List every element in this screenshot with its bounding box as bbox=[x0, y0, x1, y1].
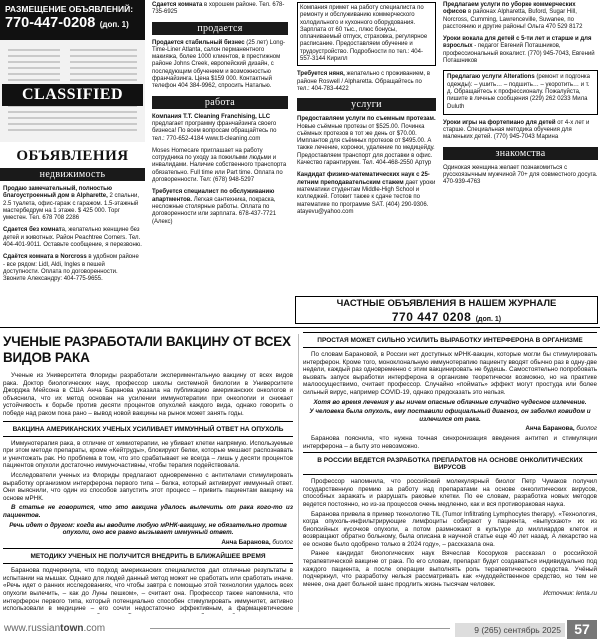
ad-room: Сдается комната в хорошем районе. Тел. 678-735-6925 bbox=[152, 2, 285, 16]
article-paragraph: Исследователи ученых из Флориды предлагают одновременно с антителами стимулировать выработку организмом интерферона первого типа – белка, который активирует иммунный ответ. Они выяснили, что один из способов запустить этот процесс – привить пациентам вакцину на основе мРНК. bbox=[3, 471, 293, 502]
ad-realestate-2: Сдается без комната, желательно женщине без детей и животных. Район Peachtree Corners. Тел. 404-401-9011. Оставьте сообщение, я перезвоню. bbox=[3, 227, 142, 249]
article-signature: Анча Баранова, биолог bbox=[221, 538, 293, 546]
article-paragraph: Баранова привела в пример технологию TIL (Tumor Infiltrating Lymphocytes therapy). «Технология, когда опухоль-инфильтрирующие лимфоциты собирают у пациента, «выпускают» их из биопсийных кусочков опухоли, а потом размножают в культуре до миллиардов клеток и возвращают обратно больному, была описана в научной статье еще 40 лет назад. А лекарство на ее основе было одобрено только в 2024 году», – рассказала она. bbox=[303, 510, 597, 548]
category-dating: знакомства bbox=[443, 147, 598, 160]
article-signature: Анча Баранова, биолог bbox=[525, 425, 597, 433]
ad-piano: Уроки игры на фортепиано для детей от 4-х лет и старше. Специальная методика обучения для маленьких детей. (770) 945-7043 Марина bbox=[443, 119, 590, 141]
article-paragraph: В статье не говорится, что это вакцина удалось вылечить от рака кого-то из пациентов. bbox=[3, 504, 293, 519]
article-paragraph: По словам Барановой, в России нет доступных мРНК-вакцин, которые могли бы стимулировать интерферон. Кроме того, моноклональную иммунотерапию пациенту вводят обычно раз в одну-две недели, каждый раз одновременно с этим вакцинировать не будешь. Самостоятельно попробовать вызвать запуск выработки интерферона в организме теоретически возможно, но на практике малоосуществимо, считает профессор. Случайно «поймать» эффект могут простуда или более сильный вирус, например COVID-19, однако предсказать это нельзя. bbox=[303, 351, 597, 396]
article-paragraph: Ученые из Университета Флориды разработали экспериментальную вакцину от всех видов рака. Доктор биологических наук, профессор школы системной биологии в Университете Джорджа Мейсона в США Анча Баранова указала на публикацию американских онкологов и объяснила, что их метод основан на усилении иммунотерапии при онкологии и снижает устойчивость к борьбе против десяти процентов опухолей каждого вида, однако говорить о победе над раком пока рано – вывод новой вакцины на рынок может занять годы. bbox=[3, 372, 293, 417]
category-realestate: недвижимость bbox=[0, 168, 145, 181]
banner-ext: (доп. 1) bbox=[475, 316, 502, 323]
article-headline: УЧЕНЫЕ РАЗРАБОТАЛИ ВАКЦИНУ ОТ ВСЕХ ВИДОВ РАКА bbox=[3, 334, 291, 365]
classifieds-col-2 bbox=[150, 0, 290, 322]
classified-label: CLASSIFIED bbox=[21, 86, 124, 103]
placement-phone[interactable]: 770-447-0208 bbox=[5, 15, 96, 31]
article-right bbox=[303, 332, 597, 614]
ad-math-tutor: Кандидат физико-математических наук с 25-летним преподавательским стажем дает уроки математики студентам Middle-High School и колледжей. Готовит также к сдаче тестов по математике по программе SAT. (404) 290-9306. atayevu@yahoo.com bbox=[297, 172, 436, 215]
article-paragraph: Баранова пояснила, что нужна точная синхронизация введения антител и стимуляции интерферона – а быту это невозможно. bbox=[303, 434, 597, 450]
article-subheading: ПРОСТАЯ МОЖЕТ СИЛЬНО УСИЛИТЬ ВЫРАБОТКУ ИНТЕРФЕРОНА В ОРГАНИЗМЕ bbox=[317, 337, 583, 344]
article-paragraph: Ранее кандидат биологических наук Вячеслав Косоруков рассказал о российской терапевтической вакцине от рака. По его словам, препарат будет создаваться индивидуально под каждого пациента, а после операции выполнять роль терапевтического средства. Учёный подчеркнул, что разработку нельзя рассматривать как «чудодейственное средство, но тем не менее, она дает больной шанс продлить жизнь тысячам человек. bbox=[303, 550, 597, 588]
classified-graphic bbox=[0, 40, 145, 142]
ad-realestate-3: Сдаётся комната в Norcross в удобном районе - все рядом: Lidl, Aldi, Ingles в пешей доступности. Оплата по договоренности. Звоните Александру: 404-775-9655. bbox=[3, 254, 139, 283]
article-subheading: ВАКЦИНА АМЕРИКАНСКИХ УЧЕНЫХ УСИЛИВАЕТ ИММУННЫЙ ОТВЕТ НА ОПУХОЛЬ bbox=[12, 425, 284, 433]
classifieds-col-1 bbox=[0, 0, 145, 322]
classifieds-col-3 bbox=[295, 0, 438, 296]
category-work: работа bbox=[152, 96, 288, 109]
article-quote: Хотя во время лечения у вы ничем опасные облачные случайно чудесное излечение. bbox=[313, 398, 587, 406]
ad-work-2: Moses Homecare приглашает на работу сотрудника по уходу за пожилыми людьми и инвалидами. Наличие собственного транспорта обязательно. Full time или Part time. Оплата по договоренности. Тел: (678) 948-5297 bbox=[152, 147, 287, 184]
category-sale: продается bbox=[152, 22, 288, 35]
article-left bbox=[3, 332, 293, 614]
article-subheading: МЕТОДИКУ УЧЕНЫХ НЕ ПОЛУЧИТСЯ ВНЕДРИТЬ В БЛИЖАЙШЕЕ ВРЕМЯ bbox=[30, 553, 266, 561]
page-footer bbox=[0, 620, 600, 640]
classifieds-banner bbox=[295, 296, 598, 324]
article-top-rule bbox=[0, 327, 600, 328]
ad-vocal: Уроки вокала для детей с 5-ти лет и старше и для взрослых - педагог Евгений Поташников, профессиональный вокалист. (770) 945-7043, Евгений Поташников bbox=[443, 36, 595, 65]
ad-dating: Одинокая женщина желает познакомиться с русскоязычным мужчиной 70+ для совместного досуга. 470-939-4763 bbox=[443, 164, 598, 186]
article-quote: Речь идет о другом: когда вы вводите любую мРНК-вакцину, не обязательно против опухоли, оно все равно вызывает иммунный ответ. bbox=[9, 521, 287, 537]
placement-ext: (доп. 1) bbox=[99, 20, 129, 29]
article-paragraph: Профессор напомнила, что российский молекулярный биолог Петр Чумаков получил государственную премию за работу над препаратами на основе онколитических вирусов, способных заражать и разрушать раковые клетки. По ее словам, разработка новых методов ведется постоянно, но из-за процессов очень медленно, как и вся противораковая наука. bbox=[303, 478, 597, 508]
category-services: услуги bbox=[297, 98, 436, 111]
article-source: Источник: lenta.ru bbox=[543, 590, 597, 598]
ad-business-sale: Продается стабильный бизнес (25 лет) Long-Time-Liner Atlanta, салон перманентного макияжа, более 1000 клиентов, в престижном районе Johns Creek, европейский дизайн, с последующим обучением и возможностью франчайзинга. Цена $159 000. Контактный телефон 404 384-9962, спросить Наталью. bbox=[152, 39, 285, 90]
ad-alterations: Предлагаю услуги Alterations (ремонт и подгонка одежды): – ушить… – подшить… – укоротить… и т. д. Обращайтесь к профессионалу. Пожалуйста, пишите в личные сообщения (229) 262 0233 Мила Duluth bbox=[443, 70, 598, 114]
issue-info: 9 (265) сентябрь 2025 bbox=[455, 623, 565, 637]
site-url[interactable]: www.russiantown.com bbox=[4, 623, 106, 634]
article-paragraph: Баранова подчеркнула, что подход американских специалистов дал отличные результаты в испытании на мышах. Однако для людей данный метод может не сработать или сработать иначе. «Речь идет о ранних исследованиях, что чтобы завтра с помощью этой технологии удалось всех опухоли вылечить, – как до Луны пешком», – считает она. Профессор также напомнила, что интерферон первого типа, который потенциально способен стимулировать иммунитет, активно использовали в медицине – его сочли недостаточно эффективным, а фармацевтические bbox=[3, 567, 293, 613]
banner-phone[interactable]: 770 447 0208 bbox=[391, 310, 472, 324]
column-divider bbox=[298, 334, 299, 612]
article-quote: У человека была опухоль, ему поставили официальный диагноз, он заболел ковидом и излечился от рака. bbox=[309, 408, 591, 423]
article-paragraph: Иммунотерапия рака, в отличие от химиотерапии, не убивает клетки напрямую. Используемые при этом методе препараты, кроме «Кейтруды», блокируют белки, которые мешают распознавать и уничтожать рак. Но проблема в том, что это срабатывает не всегда – лишь у десяти процентов пациентов опухоли достаточно иммуночастивны, чтобы терапия подействовала. bbox=[3, 439, 293, 470]
placement-title: РАЗМЕЩЕНИЕ ОБЪЯВЛЕНИЙ: bbox=[5, 4, 134, 14]
placement-header bbox=[0, 0, 145, 40]
ad-nanny: Требуется няня, желательно с проживанием, в районе Roswell / Alpharetta. Обращайтесь по тел.: 404-783-4422 bbox=[297, 71, 431, 92]
banner-line1: ЧАСТНЫЕ ОБЪЯВЛЕНИЯ В НАШЕМ ЖУРНАЛЕ bbox=[336, 298, 557, 309]
ad-work-1: Компания T.T. Cleaning Franchising, LLC предлагает программу франчайзинга своего бизнеса! По всем вопросам обращайтесь по тел.: 770-652-4184 www.tt-cleaning.com bbox=[152, 113, 277, 142]
ad-dentures: Предоставляем услуги по съемным протезам. Новые съёмные протезы от $525.00. Починка съёмных протезов в тот же день от $70.00. Имплантов для съёмных протезов от $495.00. А также лечение, коронки, удаление по медицейду. Предоставляем транспорт для доставки в офис. Качество гарантируем. Тел. 404-468-2550 Артур bbox=[297, 116, 436, 167]
ad-realestate-1: Продаю замечательный, полностью благоустроенный дом в Alpharette, 2 спальни, 2.5 туалета, офис-гараж с гаражом. 1.5-этажный мастербедрум на 1 этаже. $ 425 000. Торг уместен. Тел. 678 708 2286 bbox=[3, 186, 139, 222]
page-number: 57 bbox=[567, 620, 597, 639]
article-subheading: В РОССИИ ВЕДЕТСЯ РАЗРАБОТКА ПРЕПАРАТОВ НА ОСНОВЕ ОНКОЛИТИЧЕСКИХ ВИРУСОВ bbox=[317, 457, 583, 472]
footer-bar bbox=[150, 628, 450, 629]
ad-work-3: Требуется специалист по обслуживанию апартментов. Легкая сантехника, покраска, несложные столярные работы. Оплата по договоренности или зарплата. 678-437-7721 (Алекс) bbox=[152, 189, 277, 225]
ads-label: ОБЪЯВЛЕНИЯ bbox=[16, 148, 129, 164]
ad-refrigeration: Компания примет на работу специалиста по ремонту и обслуживанию коммерческого холодильного и кухонного оборудования. Зарплата от 60 тыс., плюс бонусы, оплачиваемый отпуск, страховка, регулярное расписание. Предоставляем обучение и трудоустройство. Подробности по тел.: 404-557-3144 Кирилл bbox=[297, 2, 436, 66]
classifieds-col-4 bbox=[441, 0, 600, 296]
ad-cleaning: Предлагаем услуги по уборке коммерческих офисов в районах Alpharetta, Buford, Sugar Hill, Norcross, Cumming, Lawrenceville, Suwanee, по расстоянию и другие районы! Ольга 470 529 8172 bbox=[443, 2, 583, 30]
